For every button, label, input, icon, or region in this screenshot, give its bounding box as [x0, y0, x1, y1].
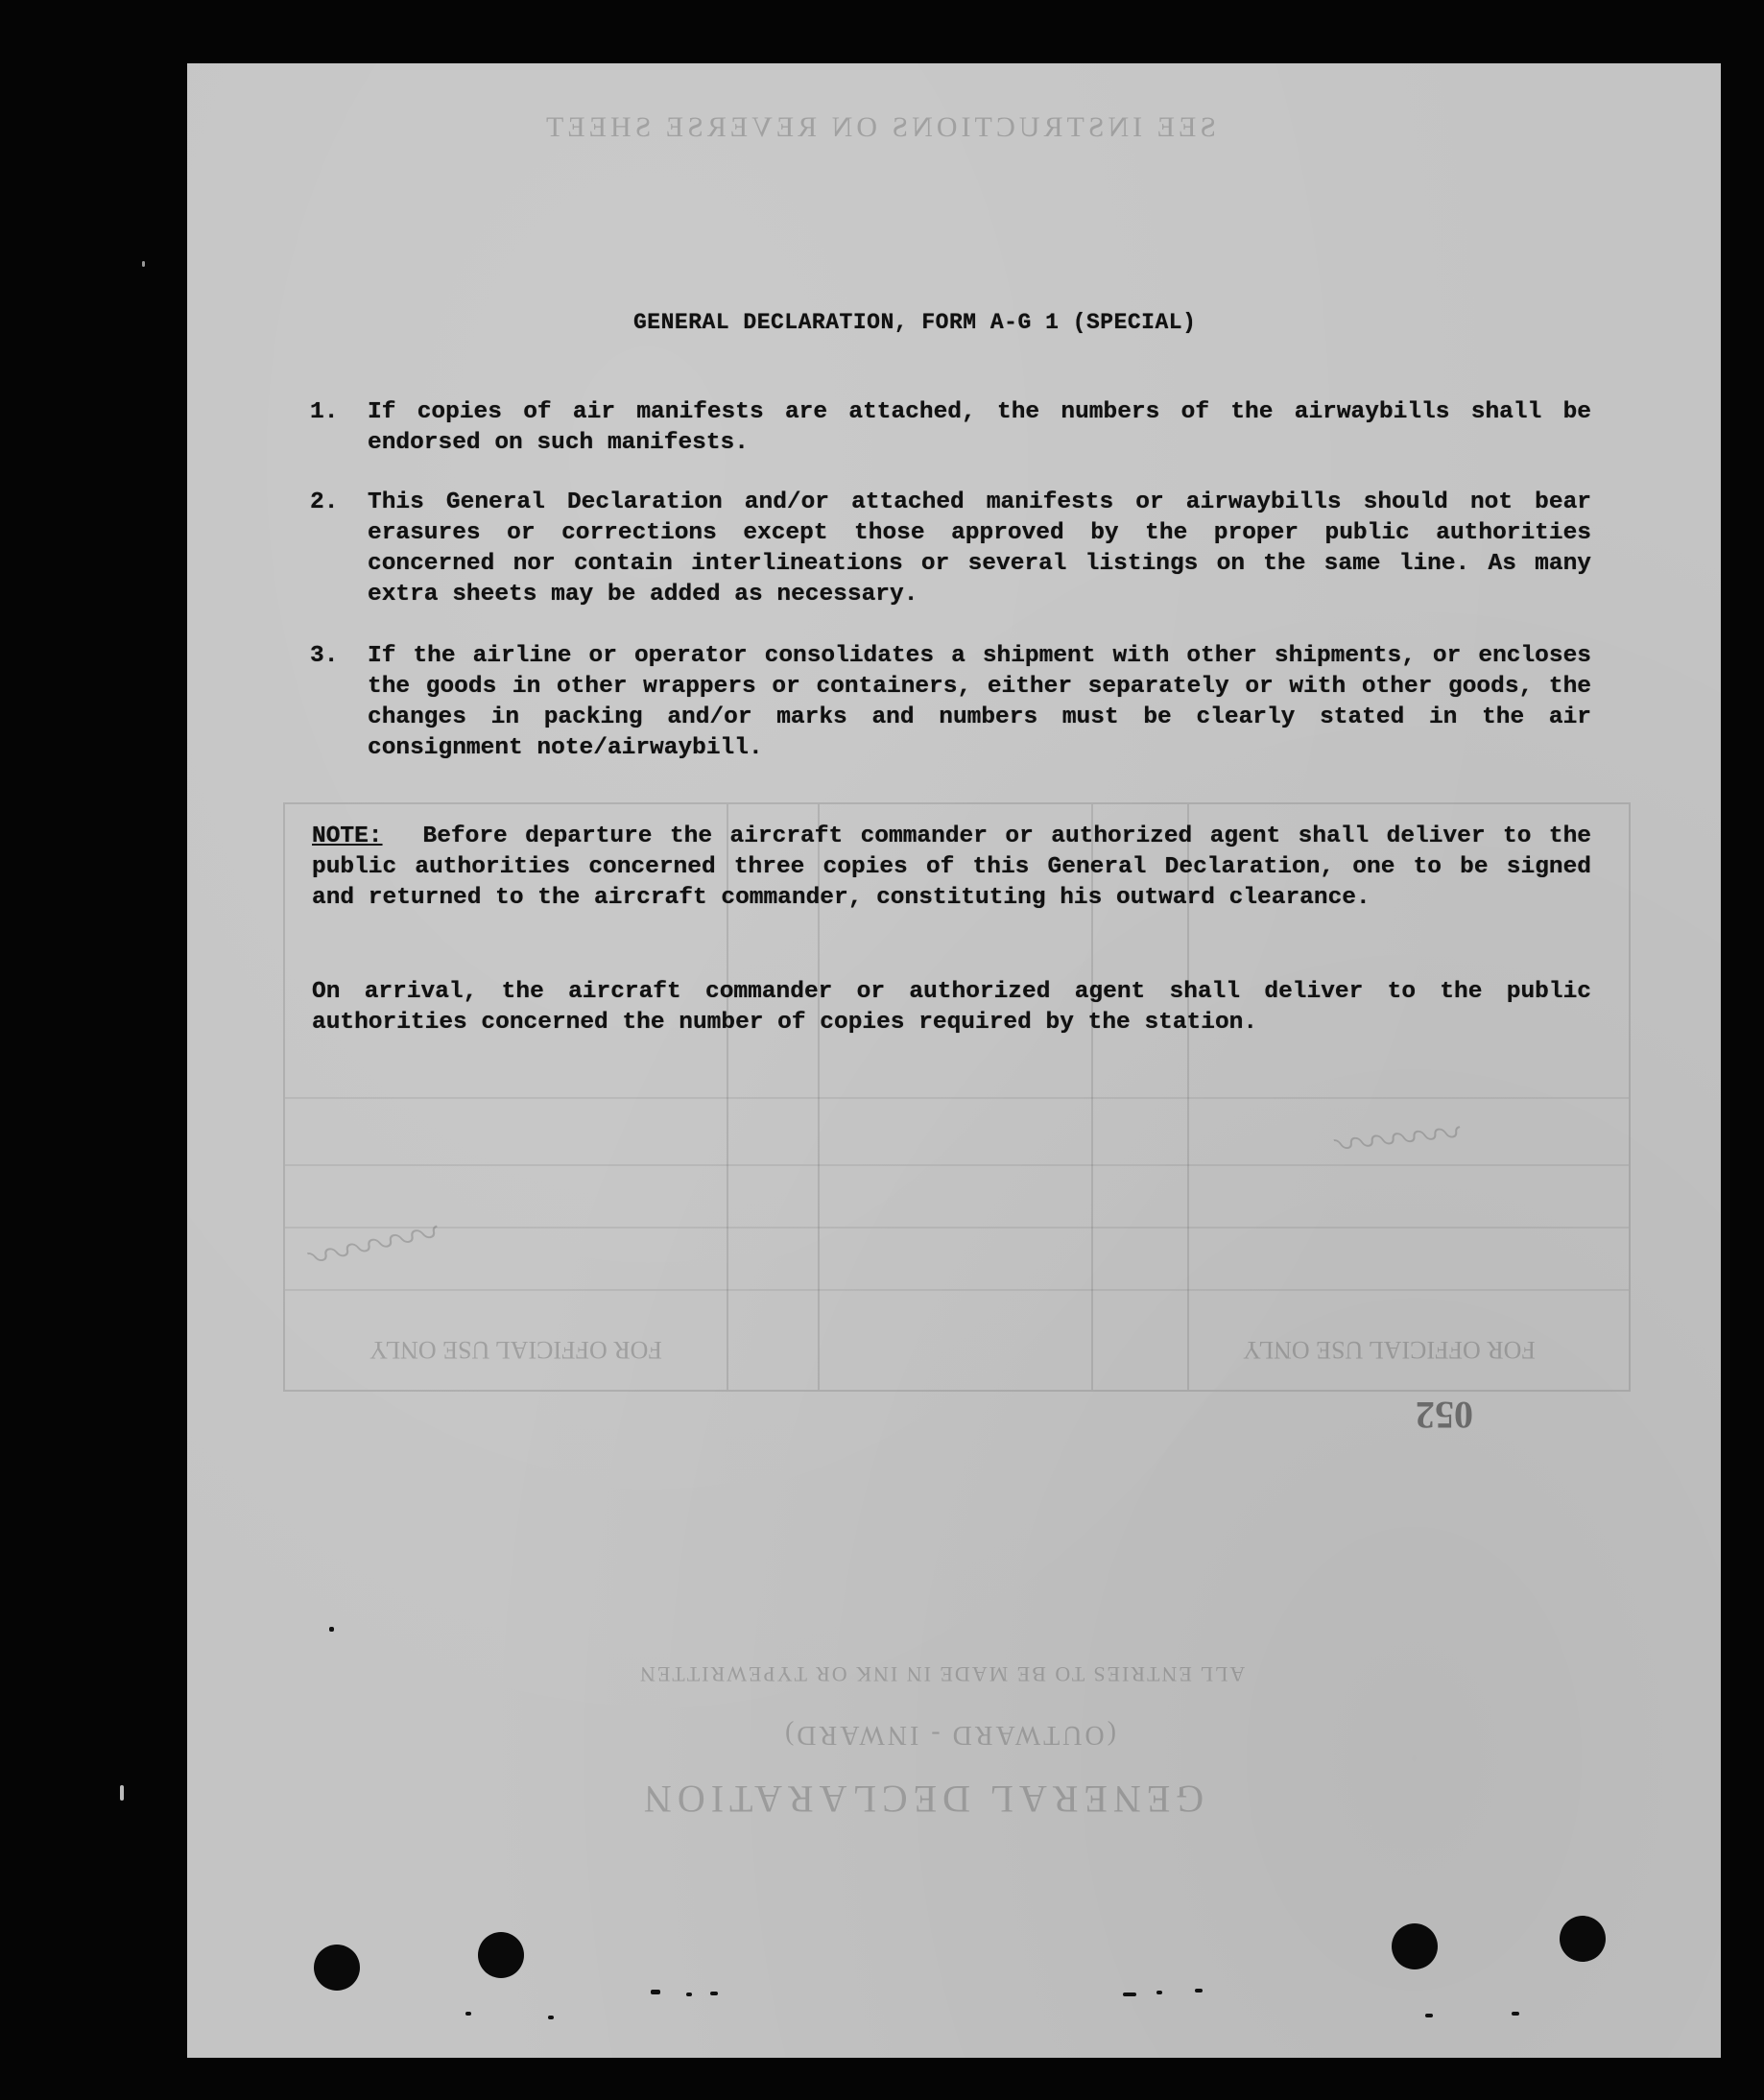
- bleed-through-official-left: FOR OFFICIAL USE ONLY: [369, 1336, 662, 1364]
- instruction-item-1: [310, 397, 1591, 459]
- bleed-through-handwriting: 〰〰〰: [1337, 1109, 1468, 1171]
- bleed-through-official-right: FOR OFFICIAL USE ONLY: [1243, 1336, 1536, 1364]
- bleed-through-row-line: [285, 1227, 1629, 1229]
- punch-hole: [478, 1932, 524, 1978]
- instruction-item-3: [310, 641, 1591, 764]
- note-label: NOTE:: [312, 823, 383, 849]
- note-paragraph: [312, 822, 1591, 914]
- bleed-through-handwriting: 〰〰〰: [308, 1205, 449, 1284]
- item-text: If copies of air manifests are attached, the numbers of the airwaybills shall be endorsed on such manifests.: [368, 399, 1591, 456]
- bleed-through-form-subtitle: (OUTWARD - INWARD): [782, 1720, 1116, 1750]
- paper-sheet: [187, 63, 1721, 2058]
- instruction-item-2: [310, 488, 1591, 610]
- bleed-through-form-title: GENERAL DECLARATION: [638, 1778, 1204, 1821]
- punch-hole: [1560, 1916, 1606, 1962]
- note-text: Before departure the aircraft commander or authorized agent shall deliver to the public authorities concerned three copies of this General Declaration, one to be signed and returned to the aircraft commander, constituting his outward clearance.: [312, 823, 1591, 911]
- bleed-through-row-line: [285, 1164, 1629, 1166]
- speck: [1512, 2012, 1519, 2016]
- speck: [1195, 1989, 1203, 1993]
- speck: [710, 1992, 718, 1995]
- speck: [686, 1993, 692, 1996]
- speck: [465, 2012, 471, 2016]
- bleed-through-heading: SEE INSTRUCTIONS ON REVERSE SHEET: [542, 111, 1217, 143]
- item-number: 2.: [310, 489, 339, 515]
- arrival-paragraph: On arrival, the aircraft commander or authorized agent shall deliver to the public authorities concerned the number of copies required by the station.: [312, 979, 1591, 1036]
- speck: [1156, 1991, 1162, 1994]
- bleed-through-stamp-number: 052: [1416, 1394, 1473, 1437]
- document-title: GENERAL DECLARATION, FORM A-G 1 (SPECIAL): [633, 310, 1197, 335]
- speck: [1425, 2014, 1433, 2017]
- item-number: 3.: [310, 643, 339, 669]
- item-text: If the airline or operator consolidates a shipment with other shipments, or encloses the goods in other wrappers or containers, either separately or with other goods, the changes in packing and/or marks and numbers must be clearly stated in the air consignment note/airwaybill.: [368, 643, 1591, 761]
- speck: [548, 2016, 554, 2019]
- punch-hole: [1392, 1923, 1438, 1969]
- margin-speck: [142, 261, 145, 267]
- bleed-through-row-line: [285, 1097, 1629, 1099]
- bleed-through-form-note: ALL ENTRIES TO BE MADE IN INK OR TYPEWRITTEN: [638, 1662, 1246, 1686]
- bleed-through-row-line: [285, 1289, 1629, 1291]
- margin-speck: [120, 1785, 124, 1801]
- item-number: 1.: [310, 399, 339, 425]
- speck: [329, 1627, 334, 1632]
- item-text: This General Declaration and/or attached manifests or airwaybills should not bear erasures or corrections except those approved by the proper public authorities concerned nor contain interlineations or several listings on the same line. As many extra sheets may be added as necessary.: [368, 489, 1591, 608]
- punch-hole: [314, 1945, 360, 1991]
- speck: [651, 1990, 660, 1994]
- speck: [1123, 1993, 1136, 1996]
